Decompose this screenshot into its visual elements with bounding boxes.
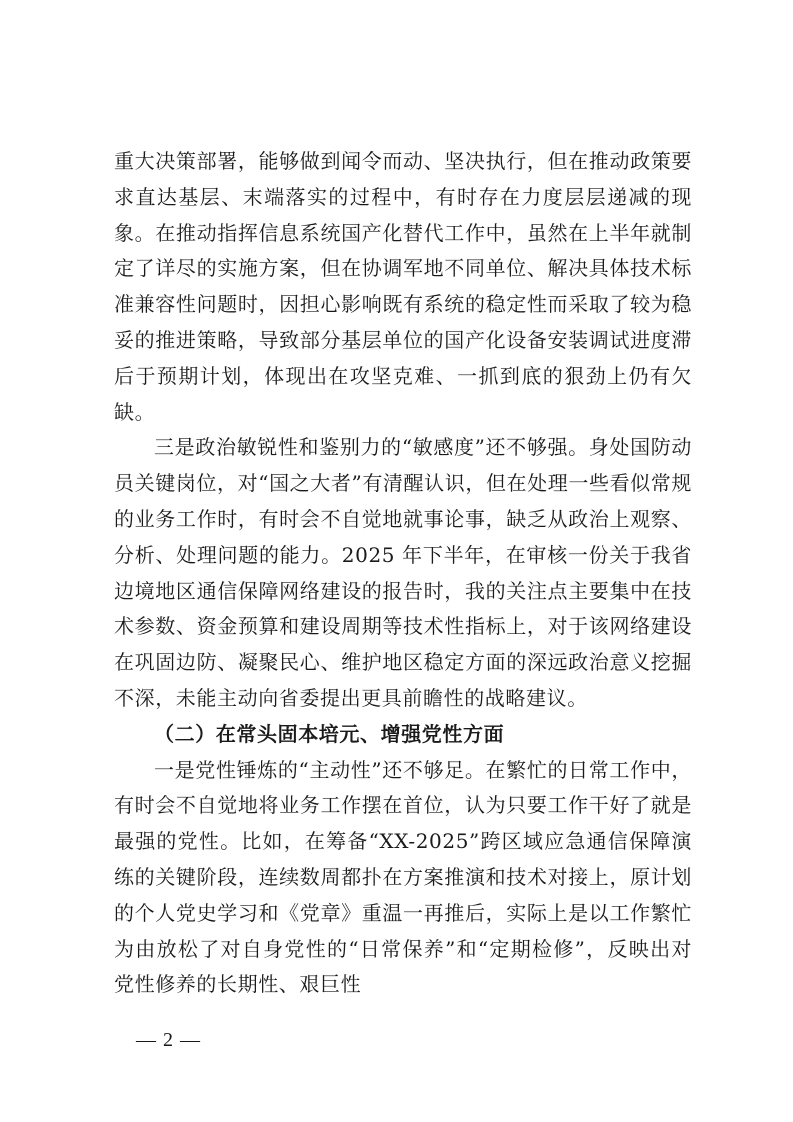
page-number: — 2 — [136, 1029, 201, 1051]
paragraph-party-spirit: 一是党性锤炼的“主动性”还不够足。在繁忙的日常工作中，有时会不自觉地将业务工作摆在首位，认为只要工作干好了就是最强的党性。比如，在筹备“XX-2025”跨区域应急通信保障演练的关键阶段，连续数周都扑在方案推演和技术对接上，原计划的个人党史学习和《党章》重温一再推后，实际上是以工作繁忙为由放松了对自身党性的“日常保养”和“定期检修”，反映出对党性修养的长期性、艰巨性 [114, 757, 692, 997]
section-heading: （二）在常头固本培元、增强党性方面 [154, 721, 505, 746]
paragraph-continuation: 重大决策部署，能够做到闻令而动、坚决执行，但在推动政策要求直达基层、末端落实的过程中，有时存在力度层层递减的现象。在推动指挥信息系统国产化替代工作中，虽然在上半年就制定了详尽的实施方案，但在协调军地不同单位、解决具体技术标准兼容性问题时，因担心影响既有系统的稳定性而采取了较为稳妥的推进策略，导致部分基层单位的国产化设备安装调试进度滞后于预期计划，体现出在攻坚克难、一抓到底的狠劲上仍有欠缺。 [114, 149, 692, 424]
paragraph-political-sensitivity: 三是政治敏锐性和鉴别力的“敏感度”还不够强。身处国防动员关键岗位，对“国之大者”有清醒认识，但在处理一些看似常规的业务工作时，有时会不自觉地就事论事，缺乏从政治上观察、分析、处理问题的能力。2025 年下半年，在审核一份关于我省边境地区通信保障网络建设的报告时，我的关注点主要集中在技术参数、资金预算和建设周期等技术性指标上，对于该网络建设在巩固边防、凝聚民心、维护地区稳定方面的深远政治意义挖掘不深，未能主动向省委提出更具前瞻性的战略建议。 [114, 435, 692, 710]
document-body [114, 144, 692, 1003]
